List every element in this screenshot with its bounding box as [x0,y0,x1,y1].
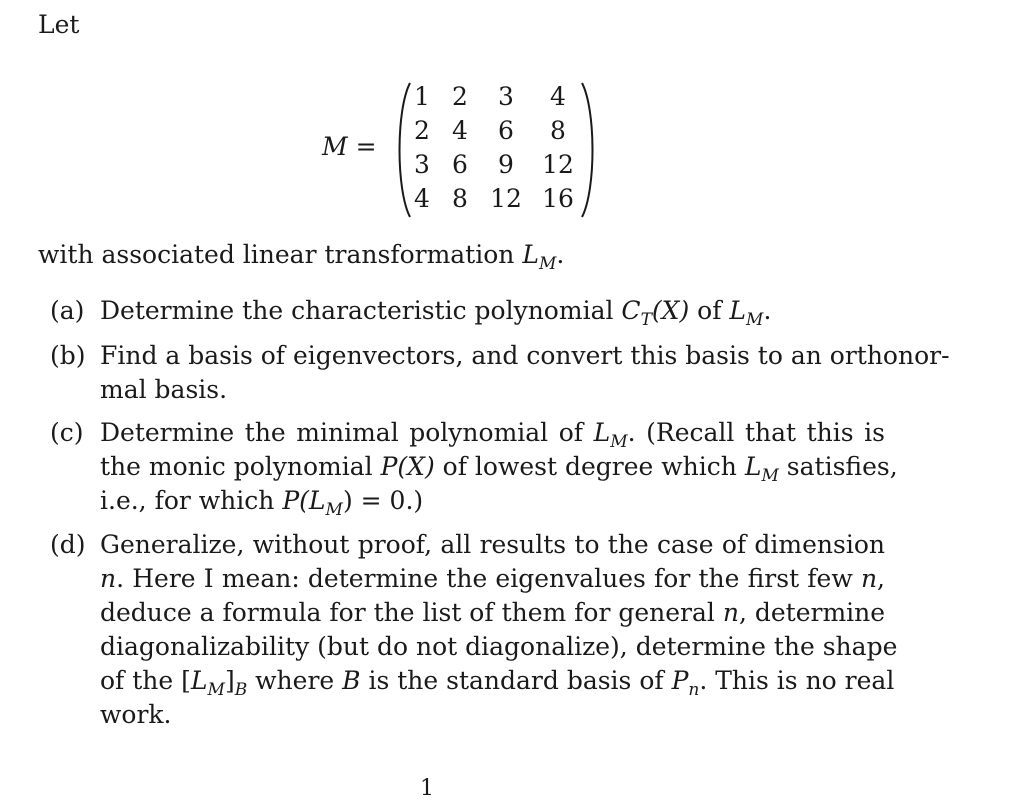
matrix-cell: 6 [452,150,468,179]
text-line: Generalize, without proof, all results to the case of dimension [100,530,885,559]
math-sub: M [746,310,764,330]
text-line: diagonalizability (but do not diagonalize), determine the shape [100,632,898,661]
text-line: of the $[L_M]_B$ where B is the standard basis of $P_n$. This is no real [100,666,895,700]
matrix-cell: 3 [414,150,430,179]
item-label: (d) [50,530,86,559]
math-C: C [621,296,641,325]
matrix-equation [322,80,612,220]
matrix-cell: 12 [542,150,574,179]
text-line: Determine the minimal polynomial of $L_M$. (Recall that this is [100,418,885,452]
text-line: the monic polynomial P(X) of lowest degree which $L_M$ satisfies, [100,452,898,486]
page-number: 1 [420,776,434,801]
matrix-cell: 6 [498,116,514,145]
text: of [689,296,730,325]
text-line: deduce a formula for the list of them for general n, determine [100,598,886,627]
assoc-L: L [522,240,539,269]
text: Determine the characteristic polynomial [100,296,622,325]
math-arg: (X) [651,296,690,325]
matrix-cell: 2 [414,116,430,145]
math-L: L [729,296,747,325]
matrix-cell: 8 [452,184,468,213]
text: . [763,296,772,325]
math-sub: T [640,310,652,330]
matrix-cell: 1 [414,82,430,111]
assoc-text: with associated linear transformation [38,240,523,269]
item-body [100,339,950,407]
matrix-cell: 2 [452,82,468,111]
assoc-end: . [556,240,565,269]
matrix-cell: 12 [490,184,522,213]
matrix-cell: 8 [550,116,566,145]
right-parenthesis [580,80,600,220]
item-label: (b) [50,341,86,370]
text-line: work. [100,700,172,729]
matrix-name: M [322,132,348,161]
item-body [100,416,898,520]
matrix-cell: 3 [498,82,514,111]
item-label: (c) [50,418,84,447]
matrix-cell: 16 [542,184,574,213]
intro-text: Let [38,10,80,39]
matrix-lhs [322,130,377,164]
assoc-sub: M [538,254,557,274]
text-line: Find a basis of eigenvectors, and convert this basis to an orthonor- [100,341,950,370]
text-line: i.e., for which $P(L_M) = 0$.) [100,486,424,520]
item-body [100,528,898,732]
equals-sign: = [355,132,377,161]
item-body [100,294,885,328]
matrix-cell: 9 [498,150,514,179]
associated-transformation [38,238,564,275]
matrix-cell: 4 [452,116,468,145]
matrix-cell: 4 [414,184,430,213]
item-label: (a) [50,296,85,325]
text-line: mal basis. [100,375,228,404]
matrix-cell: 4 [550,82,566,111]
text-line: n. Here I mean: determine the eigenvalues for the first few n, [100,564,885,593]
